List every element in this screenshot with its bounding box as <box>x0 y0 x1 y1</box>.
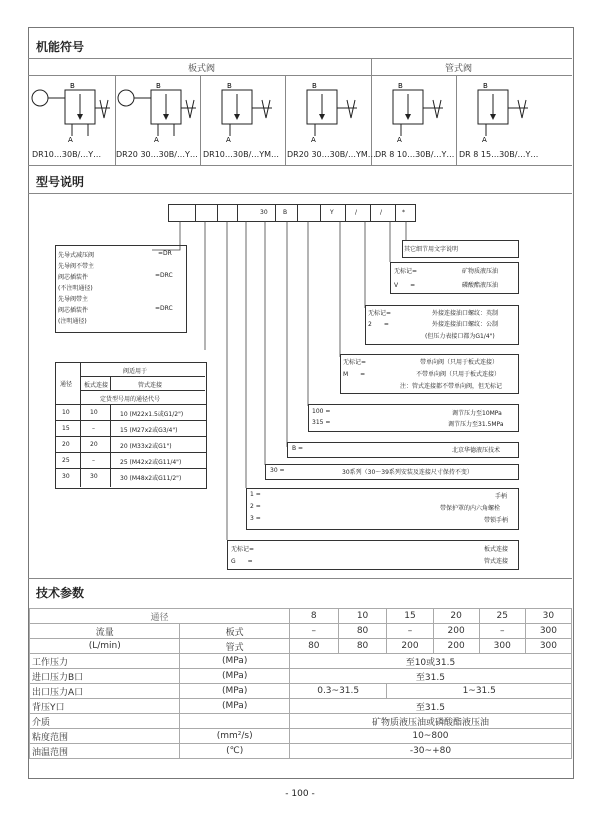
svg-text:B: B <box>227 82 232 90</box>
table-cell: – <box>479 624 525 639</box>
table-header: 板式连接 <box>84 382 109 389</box>
table-cell: 80 <box>338 624 387 639</box>
table-row <box>30 654 572 669</box>
svg-text:A: A <box>482 136 487 144</box>
table-cell: 25 (M42x2或G11/4") <box>120 459 182 466</box>
code-b: B <box>283 209 288 216</box>
table-cell: 工作压力 <box>30 654 180 669</box>
table-cell: 管式 <box>180 639 289 654</box>
note-text: 3 = <box>250 515 261 522</box>
table-cell: 200 <box>387 639 433 654</box>
table-row <box>30 729 572 744</box>
type-text: =DRC <box>155 272 173 279</box>
table-cell: (MPa) <box>180 654 289 669</box>
table-cell: 1~31.5 <box>387 684 572 699</box>
table-cell: (MPa) <box>180 669 289 684</box>
table-cell: (MPa) <box>180 699 289 714</box>
table-cell: 至10或31.5 <box>289 654 571 669</box>
svg-text:A: A <box>397 136 402 144</box>
table-row <box>30 639 572 654</box>
note-text: 矿物质液压油 <box>462 268 499 275</box>
table-cell: 流量 <box>30 624 180 639</box>
table-row <box>30 684 572 699</box>
note-text: 30 = <box>270 467 285 474</box>
svg-text:A: A <box>154 136 159 144</box>
table-cell: 板式 <box>180 624 289 639</box>
code-slash: / <box>380 209 383 216</box>
grid <box>80 362 81 487</box>
table-row <box>30 714 572 729</box>
svg-text:B: B <box>70 82 75 90</box>
table-cell: 10~800 <box>289 729 571 744</box>
table-cell: 80 <box>338 639 387 654</box>
table-cell: 至31.5 <box>289 669 571 684</box>
table-cell: (MPa) <box>180 684 289 699</box>
type-text: 先导式减压阀 <box>58 252 95 259</box>
note-text: 带锁手柄 <box>484 517 509 524</box>
svg-text:B: B <box>156 82 161 90</box>
note-text: 不带单向阀（只用于板式连接） <box>416 371 501 378</box>
table-header: 阀适用于 <box>123 368 148 375</box>
note-text: 注：管式连接都不带单向阀，但无标记 <box>400 383 503 390</box>
grid <box>80 376 205 377</box>
pipe-valve-header: 管式阀 <box>445 64 473 74</box>
table-cell: (mm²/s) <box>180 729 289 744</box>
note-text: 2 = <box>368 321 389 328</box>
svg-text:A: A <box>226 136 231 144</box>
symbol-label: DR 8 15…30B/…Y… <box>459 150 539 159</box>
note-text: B = <box>292 445 304 452</box>
section-title-tech: 技术参数 <box>36 586 85 600</box>
table-cell: 背压Y口 <box>30 699 180 714</box>
table-cell: 8 <box>289 609 338 624</box>
table-cell: 30 (M48x2或G11/2") <box>120 475 182 482</box>
table-row <box>30 669 572 684</box>
type-text: 阀芯插装件 <box>58 274 89 281</box>
type-text: 先导阀带主 <box>58 296 89 303</box>
table-row <box>30 744 572 759</box>
type-text: 阀芯插装件 <box>58 307 89 314</box>
table-cell: 10 (M22x1.5或G1/2") <box>120 411 184 418</box>
table-cell: 300 <box>525 639 571 654</box>
table-header: 通径 <box>60 381 73 388</box>
table-cell: 至31.5 <box>289 699 571 714</box>
section-title-symbols: 机能符号 <box>36 40 85 54</box>
table-cell: 15 (M27x2或G3/4") <box>120 427 178 434</box>
symbol-label: DR10…30B/…YM… <box>203 150 280 159</box>
table-cell: 25 <box>62 457 70 464</box>
type-text: (不注明通径) <box>58 285 93 292</box>
note-text: 带保护罩的内六角螺栓 <box>440 505 501 512</box>
grid <box>55 404 206 405</box>
table-cell: – <box>289 624 338 639</box>
table-cell: 进口压力B口 <box>30 669 180 684</box>
note-text: M = <box>343 371 366 378</box>
grid <box>55 468 206 469</box>
table-cell: – <box>92 457 95 464</box>
grid <box>80 390 205 391</box>
note-other-text: 其它细节用文字说明 <box>404 246 459 253</box>
table-cell: -30~+80 <box>289 744 571 759</box>
grid <box>55 420 206 421</box>
type-text: 先导阀不带主 <box>58 263 95 270</box>
table-cell: 20 <box>62 441 70 448</box>
note-text: 外接连接油口螺纹：英制 <box>432 310 499 317</box>
note-text: 2 = <box>250 503 261 510</box>
table-row <box>30 624 572 639</box>
code-star: * <box>402 209 405 216</box>
svg-text:A: A <box>311 136 316 144</box>
section-title-model: 型号说明 <box>36 175 85 189</box>
table-row <box>30 699 572 714</box>
table-header: 管式连接 <box>138 382 163 389</box>
table-cell: 25 <box>479 609 525 624</box>
note-text: 无标记= <box>231 546 255 553</box>
note-text: 管式连接 <box>484 558 509 565</box>
grid <box>110 376 111 390</box>
table-cell: 200 <box>433 624 479 639</box>
table-cell: 粘度范围 <box>30 729 180 744</box>
table-cell: 10 <box>338 609 387 624</box>
table-row <box>30 609 572 624</box>
type-text: =DRC <box>155 305 173 312</box>
table-cell: 10 <box>62 409 70 416</box>
table-cell: 300 <box>525 624 571 639</box>
table-cell <box>180 714 289 729</box>
code-30: 30 <box>260 209 268 216</box>
table-cell: 20 <box>433 609 479 624</box>
page-number: - 100 - <box>285 789 315 799</box>
table-cell: 300 <box>479 639 525 654</box>
tech-params-table <box>29 608 572 759</box>
grid <box>55 452 206 453</box>
table-cell: 介质 <box>30 714 180 729</box>
table-cell: 通径 <box>30 609 290 624</box>
table-cell: 20 <box>90 441 98 448</box>
table-cell: 200 <box>433 639 479 654</box>
table-cell: 15 <box>62 425 70 432</box>
table-cell: 15 <box>387 609 433 624</box>
table-cell: 10 <box>90 409 98 416</box>
note-text: 北京华德液压技术 <box>452 447 501 454</box>
symbol-label: DR20 30…30B/…YM… <box>287 150 376 159</box>
table-cell: 出口压力A口 <box>30 684 180 699</box>
symbol-label: DR 8 10…30B/…Y… <box>375 150 455 159</box>
note-text: 外接连接油口螺纹：公制 <box>432 321 499 328</box>
type-text: =DR <box>158 250 172 257</box>
note-text: 无标记= <box>368 310 392 317</box>
svg-text:B: B <box>483 82 488 90</box>
note-text: 315 = <box>312 419 331 426</box>
note-text: V = <box>394 282 416 289</box>
note-text: 板式连接 <box>484 546 509 553</box>
note-text: (但压力表接口都为G1/4") <box>425 333 495 340</box>
symbol-label: DR20 30…30B/…Y… <box>116 150 198 159</box>
table-cell: 30 <box>62 473 70 480</box>
grid <box>55 436 206 437</box>
note-text: 手柄 <box>495 493 508 500</box>
table-header: 定货型号用的通径代号 <box>100 396 161 403</box>
note-text: 100 = <box>312 408 331 415</box>
table-cell: – <box>92 425 95 432</box>
svg-text:B: B <box>398 82 403 90</box>
code-slash: / <box>355 209 358 216</box>
note-text: 无标记= <box>394 268 418 275</box>
table-cell: (℃) <box>180 744 289 759</box>
table-cell: (L/min) <box>30 639 180 654</box>
note-text: 无标记= <box>343 359 367 366</box>
table-cell: 80 <box>289 639 338 654</box>
note-connect <box>227 540 519 570</box>
table-cell: 油温范围 <box>30 744 180 759</box>
table-cell: 0.3~31.5 <box>289 684 387 699</box>
svg-text:B: B <box>312 82 317 90</box>
grid <box>110 404 111 487</box>
note-text: 磷酸酯液压油 <box>462 282 499 289</box>
symbol-label: DR10…30B/…Y… <box>32 150 102 159</box>
table-cell: 30 <box>90 473 98 480</box>
note-text: 带单向阀（只用于板式连接） <box>420 359 499 366</box>
plate-valve-header: 板式阀 <box>188 64 216 74</box>
note-text: G = <box>231 558 253 565</box>
note-text: 1 = <box>250 491 261 498</box>
note-text: 30系列（30～39系列安装及连接尺寸保持不变） <box>342 469 473 476</box>
note-text: 调节压力至31.5MPa <box>448 421 504 428</box>
divider <box>28 578 572 579</box>
svg-text:A: A <box>68 136 73 144</box>
code-y: Y <box>330 209 334 216</box>
table-cell: 矿物质液压油或磷酸酯液压油 <box>289 714 571 729</box>
table-cell: – <box>387 624 433 639</box>
note-text: 调节压力至10MPa <box>452 410 502 417</box>
table-cell: 30 <box>525 609 571 624</box>
type-text: (注明通径) <box>58 318 87 325</box>
table-cell: 20 (M33x2或G1") <box>120 443 172 450</box>
